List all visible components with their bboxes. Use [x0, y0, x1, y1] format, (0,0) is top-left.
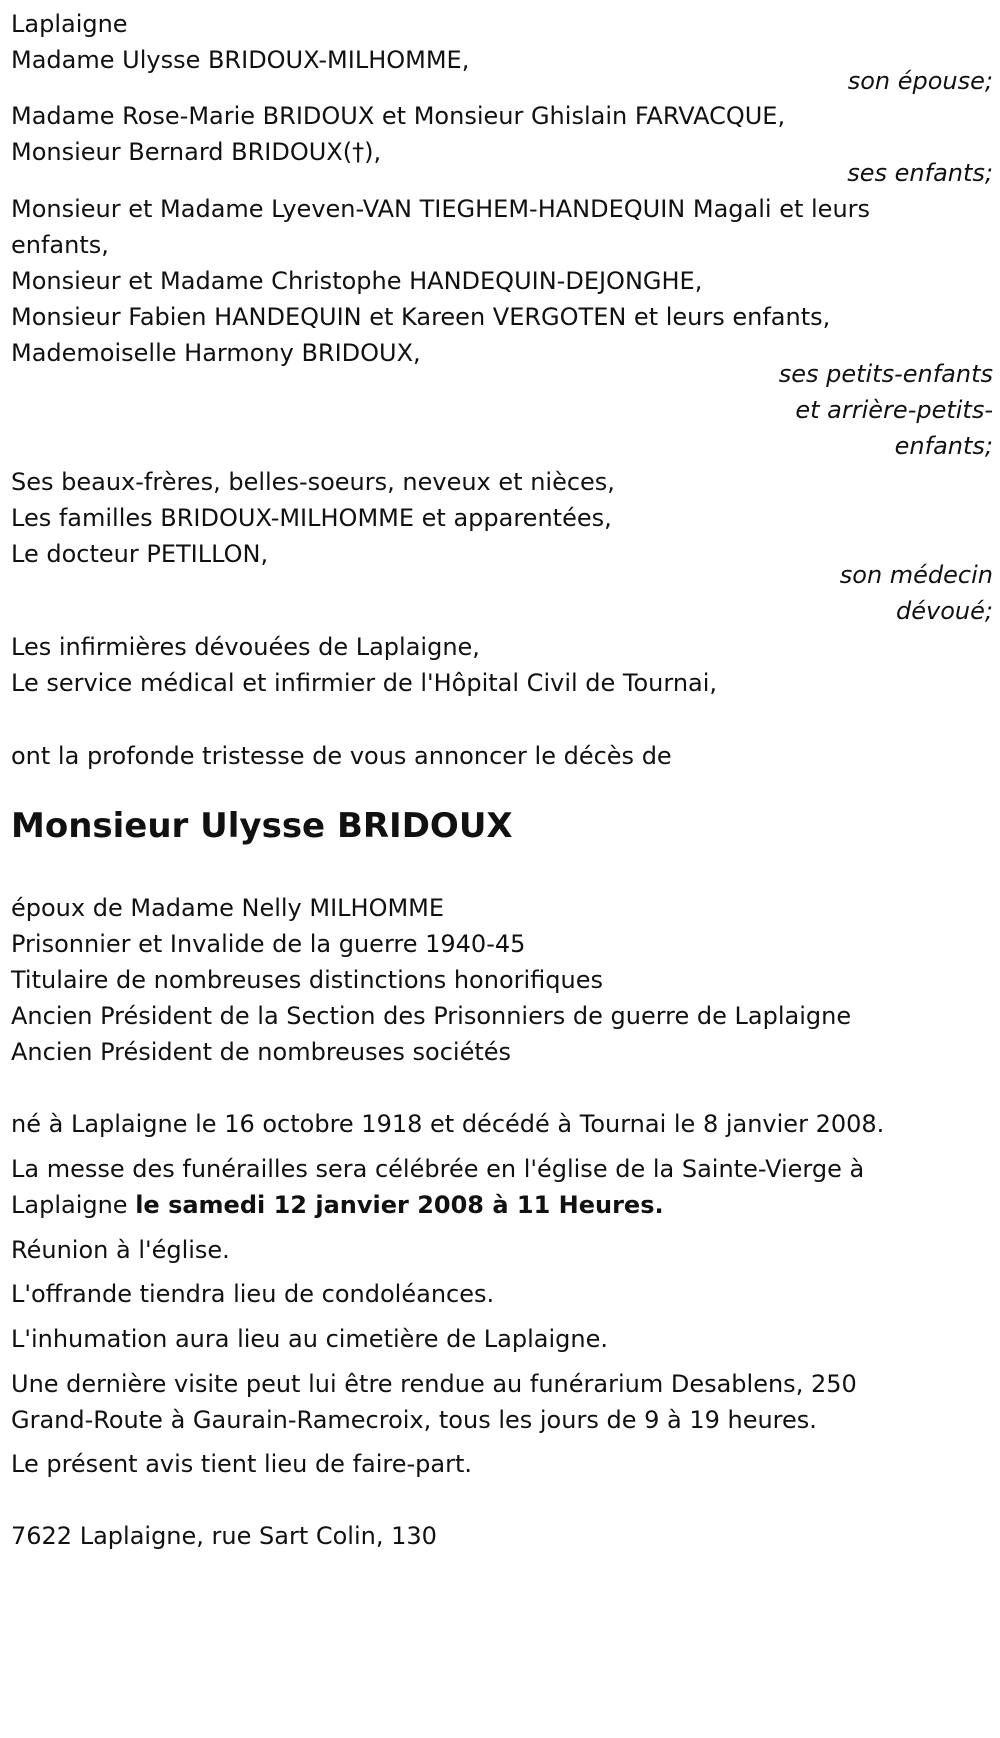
- notice-line: Laplaigne: [11, 10, 128, 38]
- title-line: Titulaire de nombreuses distinctions honorifiques: [11, 966, 603, 994]
- detail-line: Réunion à l'église.: [11, 1236, 230, 1264]
- deceased-name: Monsieur Ulysse BRIDOUX: [11, 806, 513, 846]
- notice-line: Madame Rose-Marie BRIDOUX et Monsieur Ghislain FARVACQUE,: [11, 102, 786, 130]
- detail-line: Grand-Route à Gaurain-Ramecroix, tous les jours de 9 à 19 heures.: [11, 1406, 817, 1434]
- notice-line: Les familles BRIDOUX-MILHOMME et apparentées,: [11, 504, 612, 532]
- title-line: époux de Madame Nelly MILHOMME: [11, 894, 445, 922]
- relation-label: ses petits-enfants: [778, 360, 993, 388]
- notice-line: Madame Ulysse BRIDOUX-MILHOMME,: [11, 46, 470, 74]
- notice-line: Les infirmières dévouées de Laplaigne,: [11, 633, 480, 661]
- notice-line: Mademoiselle Harmony BRIDOUX,: [11, 339, 421, 367]
- funeral-line-date: [11, 1190, 664, 1220]
- detail-line: Une dernière visite peut lui être rendue au funérarium Desablens, 250: [11, 1370, 857, 1398]
- notice-line: Monsieur et Madame Lyeven-VAN TIEGHEM-HANDEQUIN Magali et leurs: [11, 195, 871, 223]
- relation-label: son épouse;: [847, 67, 993, 95]
- notice-line: Monsieur Bernard BRIDOUX(†),: [11, 138, 382, 166]
- notice-line: Le service médical et infirmier de l'Hôpital Civil de Tournai,: [11, 669, 718, 697]
- funeral-place: Laplaigne: [11, 1191, 136, 1219]
- funeral-date: le samedi 12 janvier 2008 à 11 Heures.: [135, 1191, 664, 1219]
- notice-line: Le docteur PETILLON,: [11, 540, 269, 568]
- title-line: Prisonnier et Invalide de la guerre 1940-45: [11, 930, 526, 958]
- notice-line: enfants,: [11, 231, 109, 259]
- funeral-line: La messe des funérailles sera célébrée en l'église de la Sainte-Vierge à: [11, 1155, 865, 1183]
- detail-line: L'inhumation aura lieu au cimetière de Laplaigne.: [11, 1325, 608, 1353]
- notice-line: ont la profonde tristesse de vous annoncer le décès de: [11, 742, 672, 770]
- relation-label: ses enfants;: [847, 159, 993, 187]
- relation-label: et arrière-petits-: [795, 396, 993, 424]
- title-line: Ancien Président de nombreuses sociétés: [11, 1038, 512, 1066]
- birth-death-line: né à Laplaigne le 16 octobre 1918 et décédé à Tournai le 8 janvier 2008.: [11, 1110, 885, 1138]
- title-line: Ancien Président de la Section des Prisonniers de guerre de Laplaigne: [11, 1002, 852, 1030]
- notice-line: Monsieur et Madame Christophe HANDEQUIN-DEJONGHE,: [11, 267, 703, 295]
- address: 7622 Laplaigne, rue Sart Colin, 130: [11, 1522, 437, 1550]
- relation-label: dévoué;: [896, 597, 993, 625]
- detail-line: L'offrande tiendra lieu de condoléances.: [11, 1280, 495, 1308]
- notice-line: Monsieur Fabien HANDEQUIN et Kareen VERGOTEN et leurs enfants,: [11, 303, 831, 331]
- relation-label: son médecin: [839, 561, 993, 589]
- notice-line: Ses beaux-frères, belles-soeurs, neveux et nièces,: [11, 468, 615, 496]
- relation-label: enfants;: [894, 432, 993, 460]
- detail-line: Le présent avis tient lieu de faire-part.: [11, 1450, 473, 1478]
